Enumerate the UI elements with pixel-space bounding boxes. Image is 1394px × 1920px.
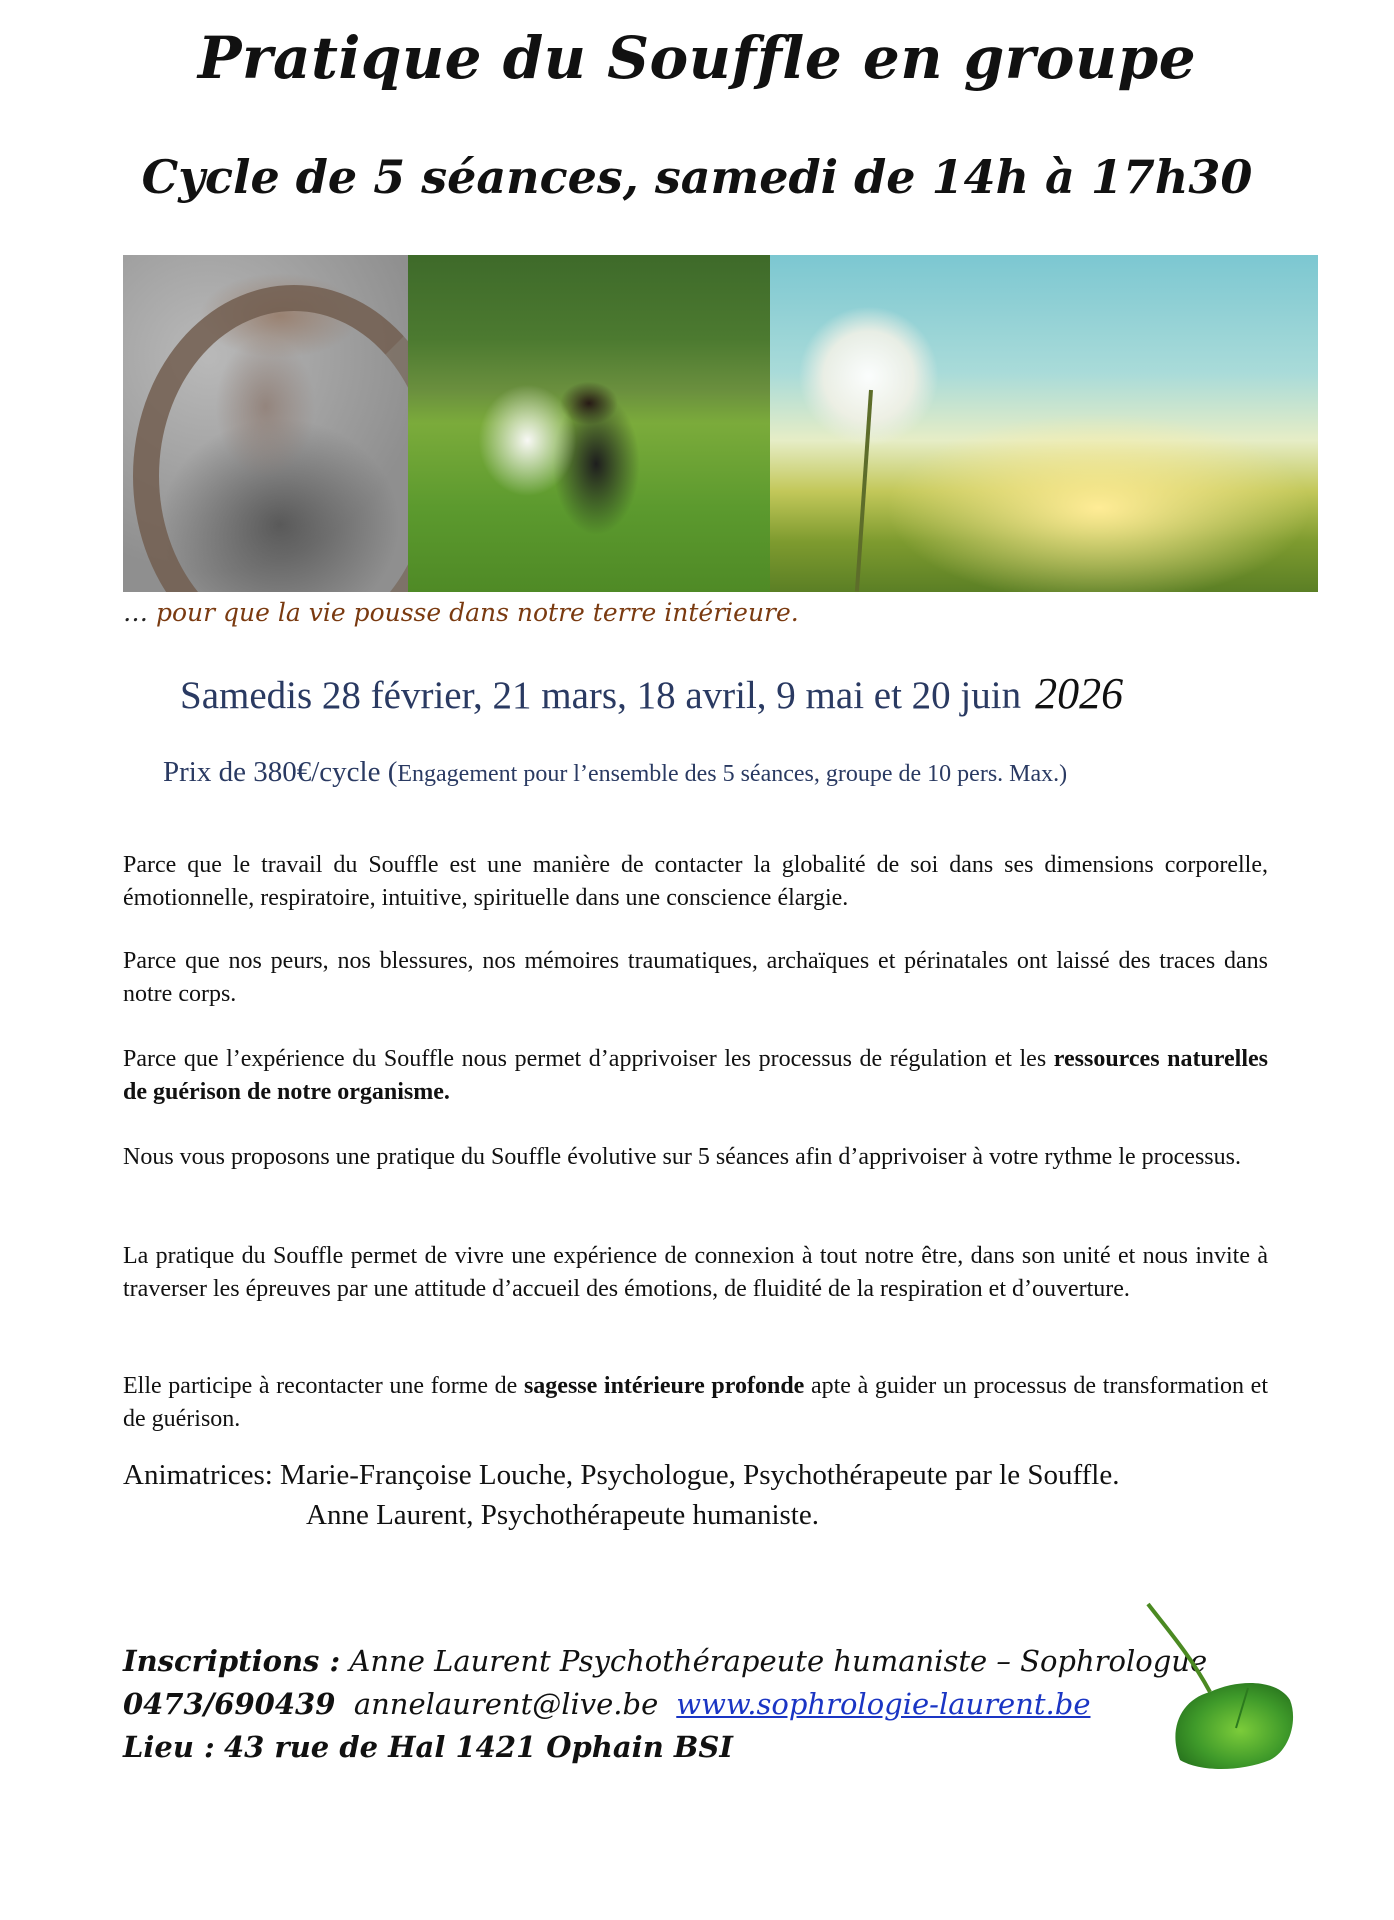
dates-year: 2026	[1035, 669, 1124, 718]
photo-caption	[123, 598, 799, 627]
session-dates	[180, 668, 1123, 719]
caption-text: pour que la vie pousse dans notre terre intérieure.	[155, 598, 799, 627]
animatrices-line-1: Animatrices: Marie-Françoise Louche, Psychologue, Psychothérapeute par le Souffle.	[123, 1459, 1120, 1491]
price-main: Prix de 380€/cycle (	[163, 756, 398, 788]
inscriptions-line-3	[123, 1726, 1207, 1769]
lieu-label: Lieu :	[123, 1730, 215, 1764]
inscriptions-name: Anne Laurent Psychothérapeute humaniste – Sophrologue	[340, 1644, 1208, 1678]
paragraph-6-text-c: apte à guider un processus de transformation et de guérison.	[123, 1373, 1268, 1432]
contact-phone: 0473/690439	[123, 1687, 336, 1721]
paragraph-4: Nous vous proposons une pratique du Souffle évolutive sur 5 séances afin d’apprivoiser à votre rythme le processus.	[123, 1144, 1241, 1170]
lieu-address: 43 rue de Hal 1421 Ophain BSI	[223, 1730, 733, 1764]
page-title: Pratique du Souffle en groupe	[197, 24, 1197, 92]
animatrices-block	[123, 1455, 1119, 1535]
inscriptions-line-2	[123, 1683, 1207, 1726]
inscriptions-label: Inscriptions :	[123, 1644, 341, 1678]
paragraph-6-bold: sagesse intérieure profonde	[523, 1373, 805, 1399]
website-link[interactable]: www.sophrologie-laurent.be	[676, 1687, 1091, 1721]
contact-email[interactable]: annelaurent@live.be	[353, 1687, 659, 1721]
meditation-meadow-photo	[408, 255, 770, 592]
paragraph-6-text-a: Elle participe à recontacter une forme de	[123, 1373, 524, 1399]
paragraph-5: La pratique du Souffle permet de vivre une expérience de connexion à tout notre être, dans son unité et nous invite à traverser les épreuves par une attitude d’accueil des émotions, de fluidité de la respiration et d’ouverture.	[123, 1243, 1268, 1302]
photo-banner	[123, 255, 1318, 592]
ginkgo-leaf-icon	[1140, 1600, 1300, 1775]
inscriptions-block	[123, 1640, 1207, 1769]
paragraph-3-text: Parce que l’expérience du Souffle nous permet d’apprivoiser les processus de régulation et les	[123, 1046, 1054, 1072]
price-note: Engagement pour l’ensemble des 5 séances, groupe de 10 pers. Max.)	[397, 761, 1068, 787]
caption-ellipsis: …	[123, 598, 148, 627]
dates-text: Samedis 28 février, 21 mars, 18 avril, 9 mai et 20 juin	[180, 674, 1022, 717]
paragraph-3	[123, 1043, 1268, 1109]
paragraph-6	[123, 1370, 1268, 1436]
animatrices-line-2: Anne Laurent, Psychothérapeute humaniste.	[306, 1499, 819, 1531]
sculpture-photo	[123, 255, 408, 592]
price-line	[163, 756, 1067, 789]
paragraph-1: Parce que le travail du Souffle est une manière de contacter la globalité de soi dans ses dimensions corporelle, émotionnelle, respiratoire, intuitive, spirituelle dans une conscience élargie.	[123, 852, 1268, 911]
page-subtitle: Cycle de 5 séances, samedi de 14h à 17h30	[141, 150, 1253, 204]
dandelion-photo	[770, 255, 1318, 592]
inscriptions-line-1	[123, 1640, 1207, 1683]
paragraph-2: Parce que nos peurs, nos blessures, nos mémoires traumatiques, archaïques et périnatales ont laissé des traces dans notre corps.	[123, 948, 1268, 1007]
paragraph-3-bold: ressources naturelles de guérison de notre organisme.	[123, 1046, 1268, 1105]
